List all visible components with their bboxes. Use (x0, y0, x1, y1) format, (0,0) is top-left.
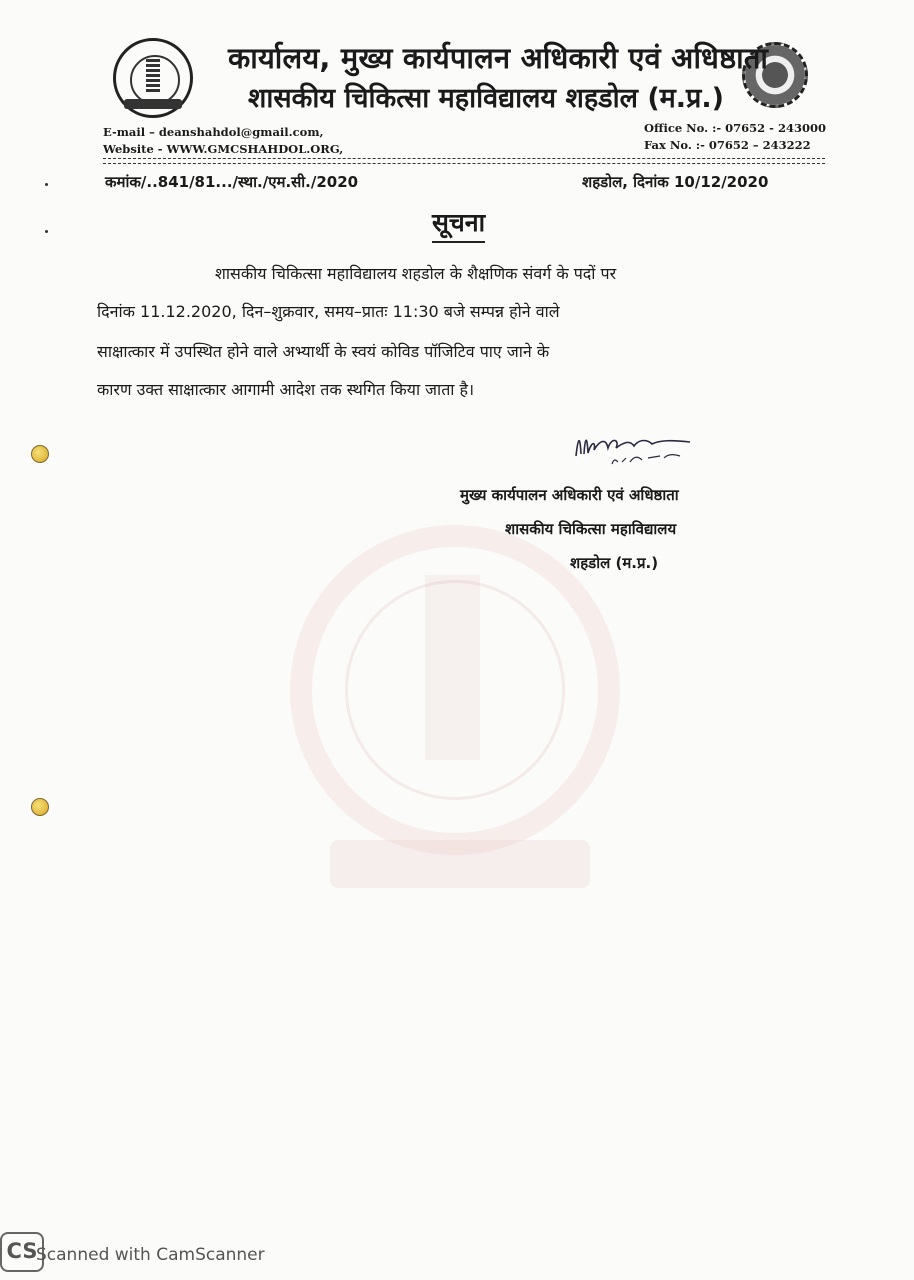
notice-title: सूचना (432, 205, 485, 243)
scanned-with-text: Scanned with CamScanner (36, 1245, 265, 1265)
email-text: E-mail – deanshahdol@gmail.com, (103, 125, 324, 139)
website-text: Website - WWW.GMCSHAHDOL.ORG, (103, 142, 344, 156)
body-line: शासकीय चिकित्सा महाविद्यालय शहडोल के शैक्षणिक संवर्ग के पदों पर (215, 264, 617, 283)
header-divider (103, 158, 825, 159)
body-line: दिनांक 11.12.2020, दिन–शुक्रवार, समय–प्रातः 11:30 बजे सम्पन्न होने वाले (97, 302, 560, 321)
watermark-tower (425, 575, 480, 760)
signatory-location: शहडोल (म.प्र.) (570, 554, 659, 572)
margin-dot (45, 183, 48, 186)
college-logo (113, 38, 193, 118)
punch-hole (31, 798, 49, 816)
signatory-institution: शासकीय चिकित्सा महाविद्यालय (505, 520, 677, 538)
reference-number: कमांक/..841/81.../स्था./एम.सी./2020 (105, 173, 359, 191)
signatory-designation: मुख्य कार्यपालन अधिकारी एवं अधिष्ठाता (460, 486, 679, 504)
margin-dot (45, 230, 48, 233)
watermark-band (330, 840, 590, 888)
letter-date: शहडोल, दिनांक 10/12/2020 (582, 173, 769, 191)
body-line: कारण उक्त साक्षात्कार आगामी आदेश तक स्थगित किया जाता है। (97, 380, 475, 399)
letterhead-college-name: शासकीय चिकित्सा महाविद्यालय शहडोल (म.प्र.) (248, 83, 725, 114)
letterhead-office-title: कार्यालय, मुख्य कार्यपालन अधिकारी एवं अधिष्ठाता (228, 41, 769, 75)
camscanner-logo: CS (0, 1232, 44, 1272)
handwritten-signature (572, 428, 697, 468)
body-line: साक्षात्कार में उपस्थित होने वाले अभ्यार्थी के स्वयं कोविड पॉजिटिव पाए जाने के (97, 342, 550, 361)
office-phone: Office No. :- 07652 - 243000 (644, 121, 826, 135)
header-divider-2 (103, 163, 825, 164)
punch-hole (31, 445, 49, 463)
fax-number: Fax No. :- 07652 – 243222 (644, 138, 811, 152)
